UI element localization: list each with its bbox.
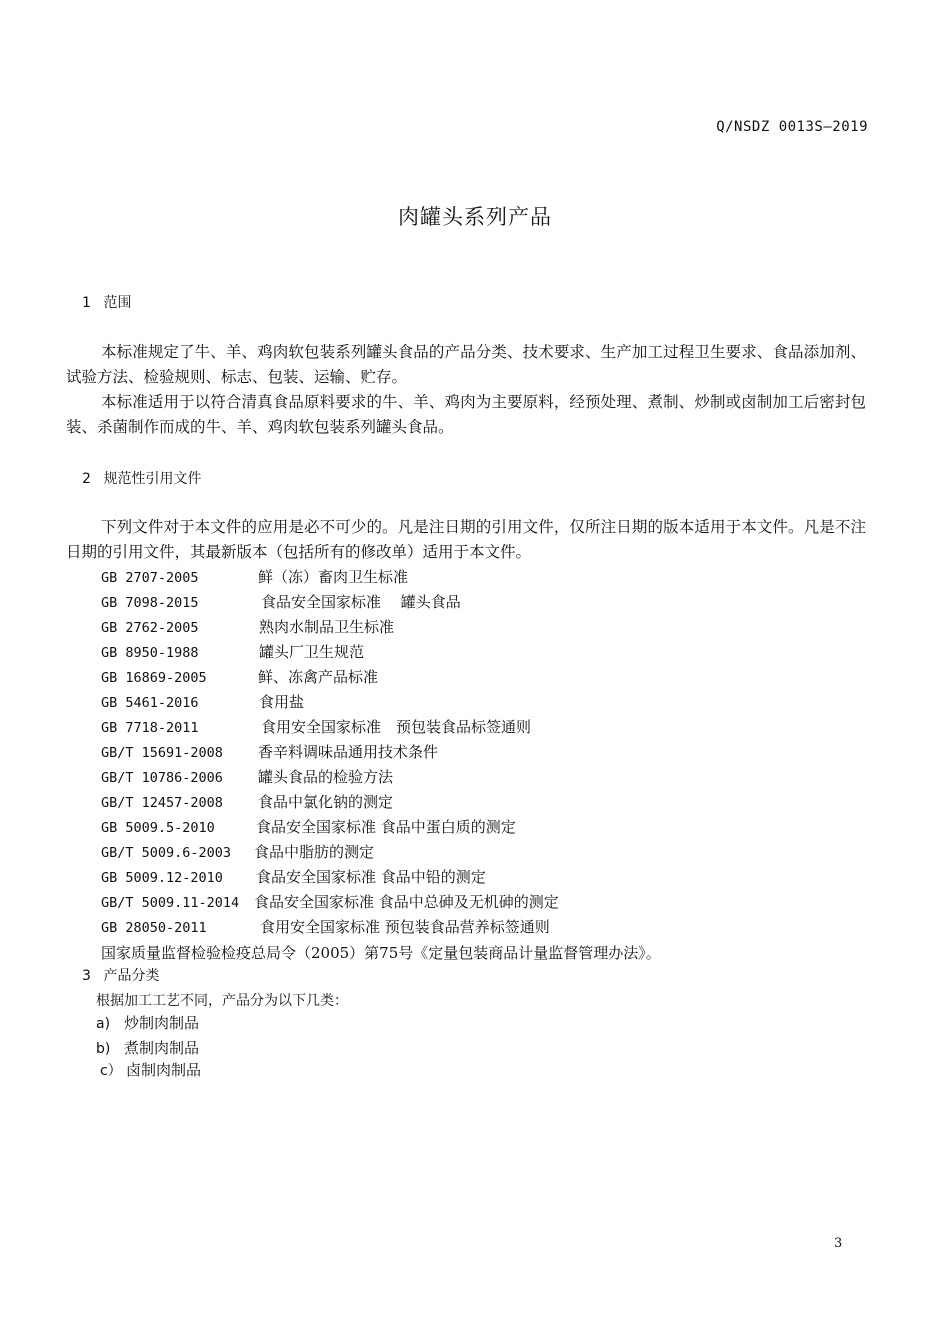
regulation-decree: 国家质量监督检验检疫总局令（2005）第75号《定量包装商品计量监督管理办法》。 [101, 944, 661, 962]
reference-code: GB 2762-2005 [101, 620, 199, 636]
list-label: 煮制肉制品 [124, 1039, 200, 1057]
reference-item [101, 866, 486, 887]
reference-title: 食品安全国家标准 食品中铅的测定 [256, 868, 486, 886]
reference-title: 食品中脂肪的测定 [254, 843, 375, 861]
reference-code: GB/T 12457-2008 [101, 795, 223, 811]
reference-code: GB 16869-2005 [101, 670, 207, 686]
reference-item [101, 916, 550, 937]
page-title: 肉罐头系列产品 [398, 205, 552, 229]
reference-item [101, 566, 408, 587]
standard-code: Q/NSDZ 0013S—2019 [716, 119, 868, 135]
list-item [96, 1012, 199, 1033]
reference-item [101, 816, 516, 837]
reference-title: 罐头厂卫生规范 [259, 643, 365, 661]
page-number: 3 [834, 1236, 843, 1251]
reference-title: 鲜、冻禽产品标准 [258, 668, 379, 686]
section-title: 范围 [103, 295, 132, 311]
reference-item [101, 766, 393, 787]
reference-code: GB/T 10786-2006 [101, 770, 223, 786]
list-marker: c） [100, 1063, 122, 1079]
reference-title: 罐头食品的检验方法 [258, 768, 394, 786]
reference-item [101, 841, 374, 862]
reference-item [101, 641, 364, 662]
reference-item [101, 716, 531, 737]
reference-code: GB 7098-2015 [101, 595, 199, 611]
reference-code: GB 28050-2011 [101, 920, 207, 936]
reference-title: 食品安全国家标准 食品中总砷及无机砷的测定 [254, 893, 559, 911]
references-intro: 下列文件对于本文件的应用是必不可少的。凡是注日期的引用文件，仅所注日期的版本适用于本文件。凡是不注日期的引用文件，其最新版本（包括所有的修改单）适用于本文件。 [66, 518, 866, 561]
reference-code: GB/T 15691-2008 [101, 745, 223, 761]
reference-item [101, 741, 438, 762]
reference-title: 食用安全国家标准 预包装食品营养标签通则 [260, 918, 550, 936]
section-number: 2 [82, 471, 91, 487]
reference-code: GB 7718-2011 [101, 720, 199, 736]
reference-item [101, 666, 378, 687]
reference-code: GB 5461-2016 [101, 695, 199, 711]
reference-title: 食用安全国家标准 预包装食品标签通则 [261, 718, 532, 736]
reference-code: GB 5009.12-2010 [101, 870, 223, 886]
section-number: 1 [82, 295, 91, 311]
section-2-heading [82, 468, 201, 488]
reference-item [101, 891, 559, 912]
list-marker: a) [96, 1016, 111, 1032]
scope-paragraph-2: 本标准适用于以符合清真食品原料要求的牛、羊、鸡肉为主要原料，经预处理、煮制、炒制或卤制加工后密封包装、杀菌制作而成的牛、羊、鸡肉软包装系列罐头食品。 [66, 393, 866, 436]
reference-title: 食品安全国家标准 食品中蛋白质的测定 [256, 818, 516, 836]
section-title: 规范性引用文件 [103, 471, 202, 487]
section-1-heading [82, 292, 131, 312]
reference-title: 香辛料调味品通用技术条件 [258, 743, 439, 761]
reference-code: GB 8950-1988 [101, 645, 199, 661]
reference-item [101, 691, 304, 712]
list-item [100, 1059, 201, 1080]
reference-title: 鲜（冻）畜肉卫生标准 [258, 568, 409, 586]
classification-intro: 根据加工工艺不同，产品分为以下几类： [96, 993, 348, 1009]
reference-item [101, 791, 393, 812]
list-label: 炒制肉制品 [124, 1014, 200, 1032]
section-3-heading [82, 965, 159, 985]
section-title: 产品分类 [103, 968, 160, 984]
reference-title: 食品安全国家标准 罐头食品 [261, 593, 461, 611]
list-marker: b) [96, 1041, 111, 1057]
reference-code: GB/T 5009.6-2003 [101, 845, 232, 861]
reference-item [101, 591, 461, 612]
section-number: 3 [82, 968, 91, 984]
list-item [96, 1037, 199, 1058]
reference-code: GB 2707-2005 [101, 570, 199, 586]
reference-title: 熟肉水制品卫生标准 [259, 618, 395, 636]
reference-code: GB/T 5009.11-2014 [101, 895, 240, 911]
reference-title: 食用盐 [259, 693, 305, 711]
reference-title: 食品中氯化钠的测定 [258, 793, 394, 811]
scope-paragraph-1: 本标准规定了牛、羊、鸡肉软包装系列罐头食品的产品分类、技术要求、生产加工过程卫生要求、食品添加剂、试验方法、检验规则、标志、包装、运输、贮存。 [66, 343, 866, 386]
reference-item [101, 616, 394, 637]
list-label: 卤制肉制品 [126, 1061, 202, 1079]
reference-code: GB 5009.5-2010 [101, 820, 215, 836]
